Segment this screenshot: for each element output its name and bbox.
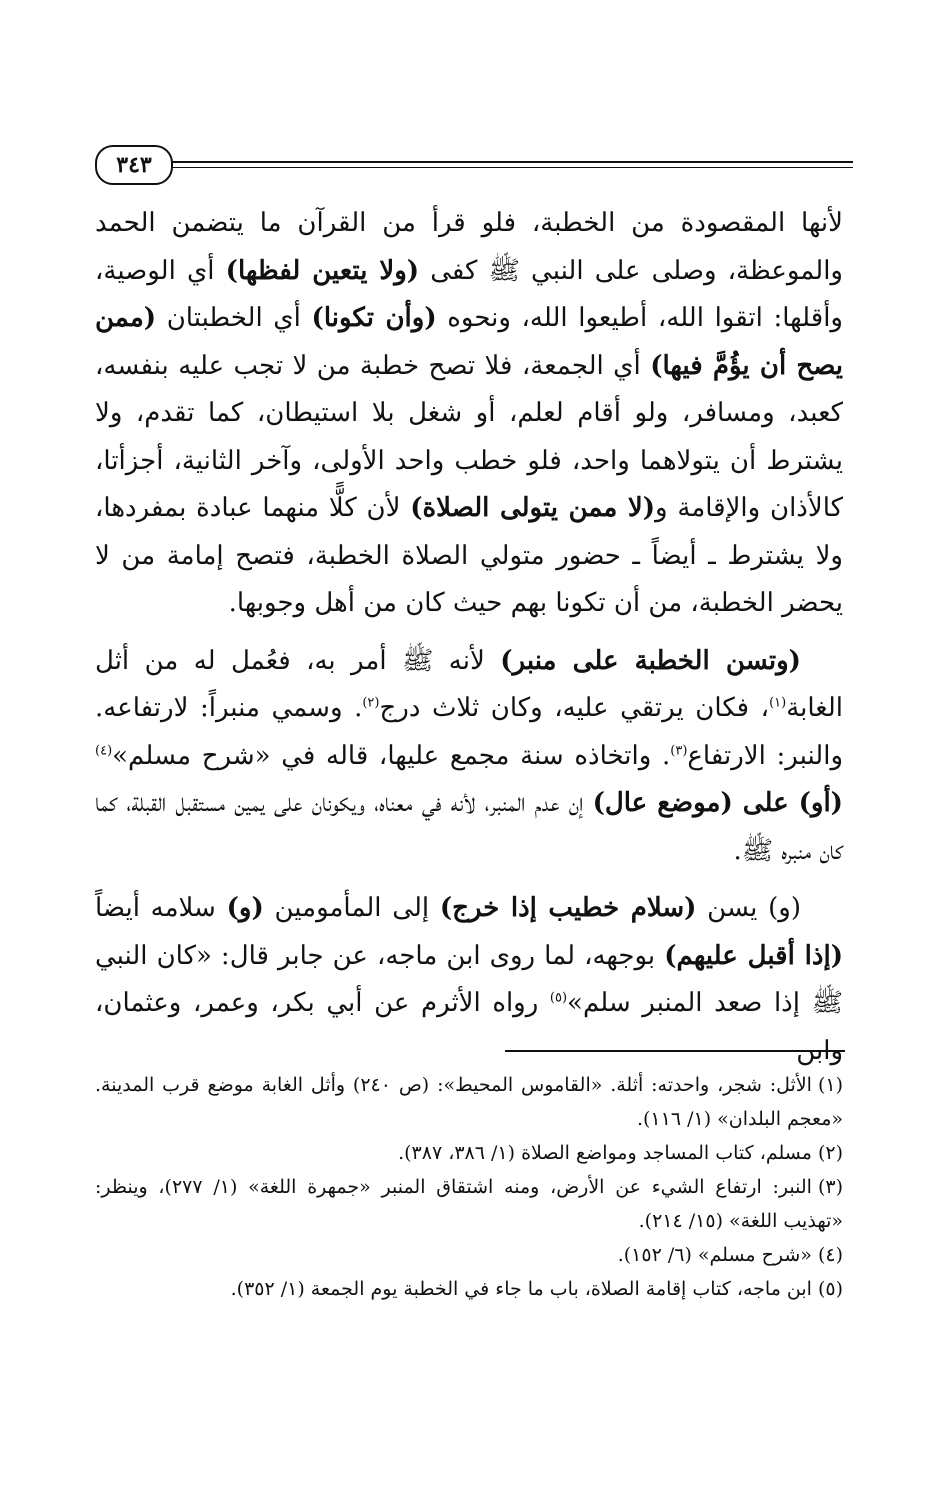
footnote-text: النبر: ارتفاع الشيء عن الأرض، ومنه اشتقاق المنبر «جمهرة اللغة» (١/ ٢٧٧)، وينظر: «تهذيب اللغة» (١٥/ ٢١٤). xyxy=(95,1176,843,1232)
commentary-text: أي الجمعة، فلا تصح خطبة من لا تجب عليه بنفسه، كعبد، ومسافر، ولو أقام لعلم، أو شغل بلا استيطان، كما تقدم، ولا يشترط أن يتولاهما واحد، فلو خطب واحد الأولى، وآخر الثانية، أجزأتا، كالأذان والإقامة و xyxy=(95,350,843,523)
footnote xyxy=(95,1068,843,1136)
matn-text: (سلام خطيب إذا خرج) xyxy=(439,893,697,923)
commentary-text: ، فكان يرتقي عليه، وكان ثلاث درج xyxy=(379,693,770,723)
footnote xyxy=(95,1272,843,1306)
footnote-number: (١) xyxy=(817,1074,843,1096)
matn-text: (إذا أقبل عليهم) xyxy=(664,940,843,971)
footnote-text: ابن ماجه، كتاب إقامة الصلاة، باب ما جاء في الخطبة يوم الجمعة (١/ ٣٥٢). xyxy=(230,1278,812,1300)
footnote-ref: (١) xyxy=(769,695,787,711)
matn-text: (ممن يصح أن يؤُمَّ فيها) xyxy=(95,303,843,381)
footnote-separator xyxy=(505,1050,845,1052)
matn-text: (ولا يتعين لفظها) xyxy=(225,255,420,286)
footnote-ref: (٢) xyxy=(362,695,380,711)
footnote-number: (٤) xyxy=(817,1244,843,1266)
body-text xyxy=(95,200,843,1075)
footnote-ref: (٥) xyxy=(549,990,568,1006)
footnote-number: (٣) xyxy=(817,1176,843,1198)
matn-text: (لا ممن يتولى الصلاة) xyxy=(410,493,656,523)
commentary-text: لأنه ﷺ أمر به، فعُمل له من أثل الغابة xyxy=(95,645,843,723)
footnote-text: مسلم، كتاب المساجد ومواضع الصلاة (١/ ٣٨٦، ٣٨٧). xyxy=(398,1142,812,1164)
footnote-text: «شرح مسلم» (٦/ ١٥٢). xyxy=(617,1244,812,1266)
commentary-text: أي الوصية، وأقلها: اتقوا الله، أطيعوا الله، ونحوه xyxy=(95,255,843,333)
page-number: ٣٤٣ xyxy=(95,145,173,185)
commentary-text: . وسمي منبراً: لارتفاعه. والنبر: الارتفاع xyxy=(95,693,843,771)
commentary-text: (و) يسن xyxy=(696,893,801,923)
header-rule xyxy=(165,161,853,163)
paragraph xyxy=(95,638,843,876)
paragraph xyxy=(95,885,843,1075)
footnote-number: (٥) xyxy=(817,1278,843,1300)
matn-text: (وأن تكونا) xyxy=(311,303,437,333)
footnote xyxy=(95,1238,843,1272)
footnote xyxy=(95,1136,843,1170)
footnotes xyxy=(95,1068,843,1306)
page-header xyxy=(95,145,853,185)
commentary-text: بوجهه، لما روى ابن ماجه، عن جابر قال: «كان النبي ﷺ إذا صعد المنبر سلم» xyxy=(95,940,843,1018)
commentary-text: إن عدم المنبر، لأنه في معناه، ويكونان على يمين مستقبل القبلة، كما كان منبره ﷺ. xyxy=(95,788,843,866)
matn-text: (أو) على (موضع عال) xyxy=(592,788,843,818)
footnote-text: الأثل: شجر، واحدته: أثلة. «القاموس المحيط»: (ص ٢٤٠) وأثل الغابة موضع قرب المدينة. «معجم البلدان» (١/ ١١٦). xyxy=(95,1074,843,1130)
matn-text: (وتسن الخطبة على منبر) xyxy=(500,645,801,676)
commentary-text: إلى المأمومين xyxy=(263,893,440,923)
footnote xyxy=(95,1170,843,1238)
paragraph xyxy=(95,200,843,628)
commentary-text: لأنها المقصودة من الخطبة، فلو قرأ من القرآن ما يتضمن الحمد والموعظة، وصلى على النبي ﷺ كفى xyxy=(95,208,843,286)
commentary-text: . واتخاذه سنة مجمع عليها، قاله في «شرح مسلم» xyxy=(112,740,671,771)
commentary-text: سلامه أيضاً xyxy=(95,893,227,923)
matn-text: (و) xyxy=(226,893,264,923)
header-rule-thin xyxy=(165,167,853,168)
commentary-text: أي الخطبتان xyxy=(156,303,312,333)
footnote-number: (٢) xyxy=(817,1142,843,1164)
commentary-text: لأن كلًّا منهما عبادة بمفردها، ولا يشترط ـ أيضاً ـ حضور متولي الصلاة الخطبة، فتصح إمامة من لا يحضر الخطبة، من أن تكونا بهم حيث كان من أهل وجوبها. xyxy=(95,493,843,618)
commentary-text: رواه الأثرم عن أبي بكر، وعمر، وعثمان، وابن xyxy=(95,988,843,1066)
footnote-ref: (٤) xyxy=(95,742,113,758)
footnote-ref: (٣) xyxy=(670,742,688,758)
